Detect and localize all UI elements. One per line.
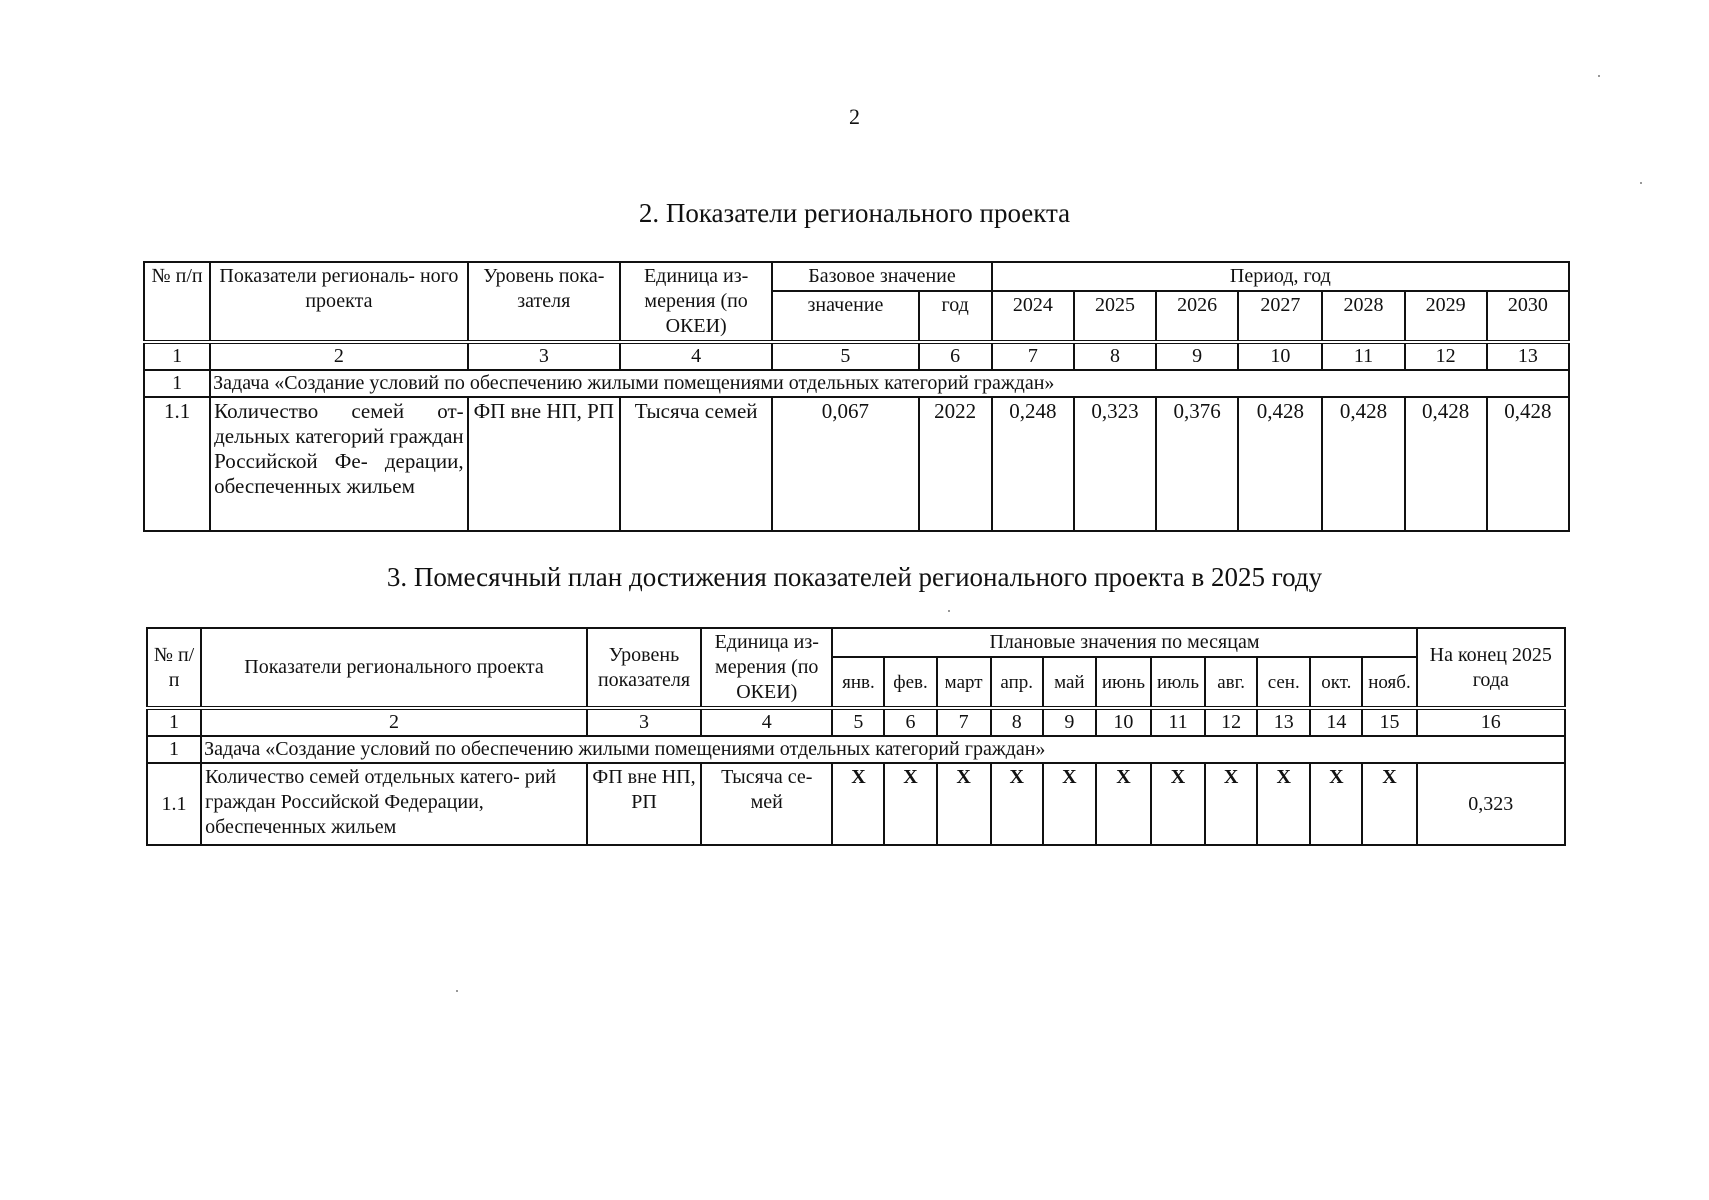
column-number: 4 bbox=[620, 342, 772, 370]
column-number: 16 bbox=[1417, 708, 1565, 736]
header-unit: Единица из- мерения (по ОКЕИ) bbox=[701, 628, 832, 708]
header-planned: Плановые значения по месяцам bbox=[832, 628, 1416, 657]
task-row bbox=[144, 370, 1569, 397]
indicators-table bbox=[143, 261, 1570, 532]
month-label: май bbox=[1043, 657, 1096, 708]
column-number: 12 bbox=[1405, 342, 1487, 370]
section-2-title: 2. Показатели регионального проекта bbox=[638, 198, 1071, 228]
task-num: 1 bbox=[147, 736, 201, 763]
header-base: Базовое значение bbox=[772, 262, 991, 291]
column-number: 2 bbox=[210, 342, 468, 370]
column-number: 9 bbox=[1043, 708, 1096, 736]
month-label: фев. bbox=[884, 657, 936, 708]
column-number: 1 bbox=[144, 342, 210, 370]
row-num: 1.1 bbox=[147, 763, 201, 845]
base-value: 0,067 bbox=[772, 397, 918, 531]
column-number: 5 bbox=[772, 342, 918, 370]
column-number: 13 bbox=[1487, 342, 1569, 370]
month-label: окт. bbox=[1310, 657, 1362, 708]
month-value: X bbox=[991, 763, 1043, 845]
header-num: № п/п bbox=[147, 628, 201, 708]
header-end: На конец 2025 года bbox=[1417, 628, 1565, 708]
column-number: 3 bbox=[468, 342, 620, 370]
column-number: 12 bbox=[1205, 708, 1257, 736]
indicator-unit: Тысяча семей bbox=[620, 397, 772, 531]
column-number: 11 bbox=[1322, 342, 1404, 370]
column-number: 8 bbox=[1074, 342, 1156, 370]
column-number: 4 bbox=[701, 708, 832, 736]
month-label: апр. bbox=[991, 657, 1043, 708]
month-value: X bbox=[1257, 763, 1310, 845]
indicator-name: Количество семей отдельных катего- рий граждан Российской Федерации, обеспеченных жильем bbox=[201, 763, 587, 845]
column-number: 11 bbox=[1151, 708, 1205, 736]
column-number: 3 bbox=[587, 708, 701, 736]
header-row bbox=[147, 628, 1565, 657]
month-value: X bbox=[1151, 763, 1205, 845]
column-number: 1 bbox=[147, 708, 201, 736]
task-row bbox=[147, 736, 1565, 763]
header-base-value: значение bbox=[772, 291, 918, 342]
scan-speck bbox=[1640, 182, 1642, 184]
header-year: 2028 bbox=[1322, 291, 1404, 342]
month-value: X bbox=[1310, 763, 1362, 845]
column-number: 2 bbox=[201, 708, 587, 736]
column-number-row bbox=[147, 708, 1565, 736]
header-year: 2027 bbox=[1238, 291, 1322, 342]
header-indicator: Показатели регионального проекта bbox=[201, 628, 587, 708]
column-number: 14 bbox=[1310, 708, 1362, 736]
column-number: 5 bbox=[832, 708, 884, 736]
month-value: X bbox=[884, 763, 936, 845]
header-year: 2026 bbox=[1156, 291, 1238, 342]
year-value: 0,428 bbox=[1487, 397, 1569, 531]
header-year: 2029 bbox=[1405, 291, 1487, 342]
header-indicator: Показатели региональ- ного проекта bbox=[210, 262, 468, 342]
table-row bbox=[147, 763, 1565, 845]
column-number: 13 bbox=[1257, 708, 1310, 736]
scan-speck bbox=[948, 610, 950, 612]
month-value: X bbox=[832, 763, 884, 845]
row-num: 1.1 bbox=[144, 397, 210, 531]
section-3-title: 3. Помесячный план достижения показателей регионального проекта в 2025 году bbox=[386, 562, 1323, 592]
column-number: 9 bbox=[1156, 342, 1238, 370]
header-year: 2030 bbox=[1487, 291, 1569, 342]
indicator-name: Количество семей от- дельных категорий граждан Российской Фе- дерации, обеспеченных жильем bbox=[210, 397, 468, 531]
month-value: X bbox=[1362, 763, 1416, 845]
column-number: 7 bbox=[937, 708, 991, 736]
scan-speck bbox=[456, 990, 458, 992]
year-value: 0,248 bbox=[992, 397, 1074, 531]
task-num: 1 bbox=[144, 370, 210, 397]
month-value: X bbox=[1205, 763, 1257, 845]
page-number: 2 bbox=[849, 104, 860, 129]
year-value: 0,376 bbox=[1156, 397, 1238, 531]
monthly-plan-table bbox=[146, 627, 1566, 846]
year-value: 0,428 bbox=[1405, 397, 1487, 531]
base-year: 2022 bbox=[919, 397, 992, 531]
header-level: Уровень показателя bbox=[587, 628, 701, 708]
month-label: июль bbox=[1151, 657, 1205, 708]
indicator-unit: Тысяча се- мей bbox=[701, 763, 832, 845]
column-number: 10 bbox=[1238, 342, 1322, 370]
column-number: 6 bbox=[919, 342, 992, 370]
month-value: X bbox=[937, 763, 991, 845]
year-value: 0,323 bbox=[1074, 397, 1156, 531]
column-number: 15 bbox=[1362, 708, 1416, 736]
column-number-row bbox=[144, 342, 1569, 370]
header-year: 2025 bbox=[1074, 291, 1156, 342]
header-row bbox=[144, 262, 1569, 291]
table-row bbox=[144, 397, 1569, 531]
month-label: нояб. bbox=[1362, 657, 1416, 708]
month-label: авг. bbox=[1205, 657, 1257, 708]
task-text: Задача «Создание условий по обеспечению жилыми помещениями отдельных категорий граждан» bbox=[210, 370, 1569, 397]
column-number: 10 bbox=[1096, 708, 1151, 736]
header-level: Уровень пока- зателя bbox=[468, 262, 620, 342]
month-label: сен. bbox=[1257, 657, 1310, 708]
indicator-level: ФП вне НП, РП bbox=[587, 763, 701, 845]
end-of-year-value: 0,323 bbox=[1417, 763, 1565, 845]
column-number: 6 bbox=[884, 708, 936, 736]
month-value: X bbox=[1043, 763, 1096, 845]
column-number: 7 bbox=[992, 342, 1074, 370]
month-label: янв. bbox=[832, 657, 884, 708]
column-number: 8 bbox=[991, 708, 1043, 736]
year-value: 0,428 bbox=[1238, 397, 1322, 531]
month-label: июнь bbox=[1096, 657, 1151, 708]
header-unit: Единица из- мерения (по ОКЕИ) bbox=[620, 262, 772, 342]
scan-speck bbox=[1598, 75, 1600, 77]
indicator-level: ФП вне НП, РП bbox=[468, 397, 620, 531]
header-period: Период, год bbox=[992, 262, 1569, 291]
header-num: № п/п bbox=[144, 262, 210, 342]
task-text: Задача «Создание условий по обеспечению жилыми помещениями отдельных категорий граждан» bbox=[201, 736, 1565, 763]
header-year: 2024 bbox=[992, 291, 1074, 342]
year-value: 0,428 bbox=[1322, 397, 1404, 531]
month-label: март bbox=[937, 657, 991, 708]
header-base-year: год bbox=[919, 291, 992, 342]
month-value: X bbox=[1096, 763, 1151, 845]
